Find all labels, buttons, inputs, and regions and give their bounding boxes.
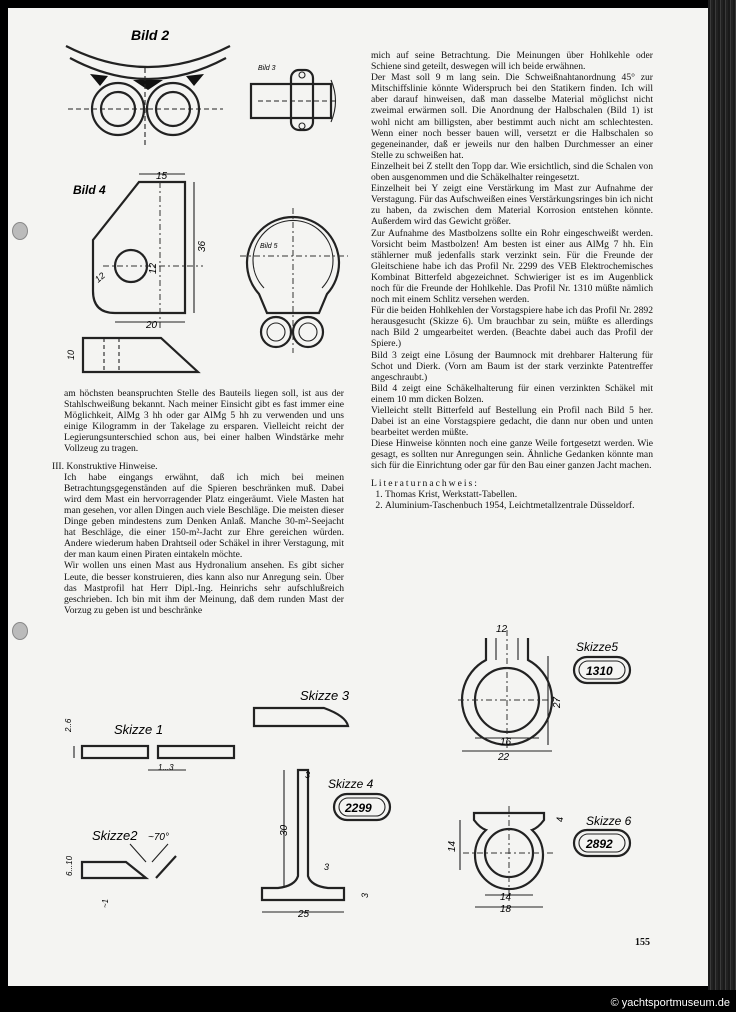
dim-b4-height: 36 [197, 240, 208, 252]
bild-5-drawing [240, 208, 348, 353]
dim-s6-height: 14 [447, 840, 458, 852]
profile-2299: 2299 [345, 801, 372, 815]
left-text-column [52, 388, 344, 616]
dim-s4-height: 30 [279, 824, 290, 836]
skizze-6-drawing [447, 806, 632, 915]
dim-s2-root: ~1 [101, 898, 110, 908]
dim-s2-thick: 6...10 [65, 855, 74, 876]
right-text-column [371, 50, 653, 511]
right-paragraph: mich auf seine Betrachtung. Die Meinungen über Hohlkehle oder Schiene sind geteilt, deswegen will ich beide erwähnen. [371, 50, 653, 73]
dim-s5-slot: 12 [496, 624, 508, 635]
bild-3-drawing [251, 65, 338, 130]
figure-group-top-left [8, 8, 353, 383]
dim-s5-inner: 16 [500, 737, 512, 748]
profile-2892: 2892 [586, 837, 613, 851]
dim-b4-r: 12 [92, 270, 107, 285]
figure-group-bottom [8, 608, 708, 928]
profile-1310: 1310 [586, 664, 613, 678]
dim-s6-outer: 18 [500, 904, 512, 915]
dim-b4-top: 15 [156, 171, 168, 182]
skizze-1-label: Skizze 1 [114, 722, 164, 737]
left-paragraph-2: Ich habe eingangs erwähnt, daß ich mich bei meinen Betrachtungsgegenständen auf die Spieren beschränken muß. Dabei wird dem Mast ein hervorragender Platz eingeräumt. Viele Masten hat man gesehen, vor allen Dingen auch viele Beschläge. Die meisten dieser Dinge geben mindestens zum Denken Anlaß. Manche 30-m²-Seejacht hat Beschläge, die einer 150-m²-Jacht zur Ehre gereichen würden. Andere wiederum haben Drahtseil oder Schäkel in ihrer Verstagung, mit der man kaum einen Piraten eintakeln möchte. [64, 471, 344, 561]
left-paragraph-3: Wir wollen uns einen Mast aus Hydronalium ansehen. Es gibt sicher Leute, die besser konstruieren, dies kann also nur Anregung sein. Über das Mastprofil hat Herr Dipl.-Ing. Heinrichs sehr aufschlußreich geschrieben. Ich bin mit ihm der Meinung, daß dem runden Mast der Vorzug zu geben ist und beschränke [64, 560, 344, 616]
skizze-4-drawing [262, 770, 390, 920]
dim-s5-height: 27 [552, 696, 563, 708]
literature-heading: Literaturnachweis: [371, 477, 479, 489]
dim-s1-gap: 1...3 [158, 763, 174, 772]
skizze-3-label: Skizze 3 [300, 688, 350, 703]
literature-item: 1. Thomas Krist, Werkstatt-Tabellen. [385, 489, 653, 500]
dim-s6-inner: 14 [500, 892, 512, 903]
bild-5-label: Bild 5 [260, 243, 278, 250]
literature-item: 2. Aluminium-Taschenbuch 1954, Leichtmetallzentrale Düsseldorf. [385, 500, 653, 511]
skizze-5-drawing [458, 624, 630, 763]
skizze-2-label: Skizze2 [92, 828, 138, 843]
right-paragraph: Einzelheit bei Z stellt den Topp dar. Wie ersichtlich, sind die Schalen von oben ausgenommen und die Schäkelhalter reingesetzt. [371, 160, 653, 184]
right-paragraph: Für die beiden Hohlkehlen der Vorstagspiere habe ich das Profil Nr. 2892 herausgesucht (Skizze 6). Um brauchbar zu sein, müßte es allerdings nach Bild 2 umgearbeitet werden. (Beachte dabei auch das Profil der Spiere.) [371, 305, 653, 350]
magazine-page [8, 8, 708, 986]
section-heading: III. Konstruktive Hinweise. [52, 460, 158, 472]
right-paragraph: Einzelheit bei Y zeigt eine Verstärkung im Mast zur Aufnahme der Verstagung. Für das Aufschweißen eines Verstärkungsringes bin ich nicht zu haben, da zwischen dem Material Korrosion entstehen könnte. Außerdem wird das Gewicht größer. [371, 183, 653, 228]
skizze-6-label: Skizze 6 [586, 814, 632, 828]
skizze-2-drawing [65, 828, 176, 908]
bild-2-label: Bild 2 [131, 27, 170, 43]
right-paragraph: Zur Aufnahme des Mastbolzens sollte ein Rohr eingeschweißt werden. Vorsicht beim Mastbolzen! Am besten ist einer aus AlMg 7 hh. Ein stählerner muß jedenfalls stark verzinkt sein. Für die Freunde der Gleitschiene habe ich das Profil Nr. 2299 des VEB Elektrochemisches Kombinat Bitterfeld abgezeichnet. Schwieriger ist es im Augenblick noch für die Freunde der Hohlkehle. Das Profil Nr. 1310 müßte nämlich noch mit einem Schlitz versehen werden. [371, 227, 653, 306]
dim-s5-outer: 22 [498, 752, 510, 763]
dim-s4-fillet: 3 [324, 862, 330, 872]
left-paragraph-1: am höchsten beanspruchten Stelle des Bauteils liegen soll, ist aus der Stahlschweißung bekannt. Nach meiner Einsicht gibt es fast immer eine Möglichkeit, AlMg 3 hh oder gar AlMg 5 hh zu verwenden und uns einige Kilogramm in der Takelage zu ersparen. Vielleicht reicht der Legierungsunterschied schon aus, bei einer halben Windstärke mehr Vollzeug zu tragen. [64, 388, 344, 455]
skizze-4-label: Skizze 4 [328, 777, 374, 791]
bild-2-drawing [66, 27, 230, 148]
page-number: 155 [635, 937, 650, 948]
dim-s4-base: 3 [360, 892, 370, 898]
right-paragraph: Bild 4 zeigt eine Schäkelhalterung für einen verzinkten Schäkel mit einem 10 mm dicken Bolzen. [371, 382, 653, 405]
skizze-1-drawing [64, 718, 234, 772]
bild-4-label: Bild 4 [73, 183, 106, 197]
dim-s6-top: 4 [555, 816, 565, 822]
bild-3-label: Bild 3 [258, 65, 276, 72]
dim-s1-thick: 2..6 [64, 718, 73, 732]
skizze-3-drawing [254, 688, 350, 726]
dim-b4-width: 20 [146, 320, 158, 331]
book-spine [708, 0, 736, 990]
right-paragraph: Vielleicht stellt Bitterfeld auf Bestellung ein Profil nach Bild 5 her. Dabei ist an eine Vorstagspiere gedacht, die dann nur oben und unten bearbeitet werden müßte. [371, 405, 653, 439]
bild-4-drawing [66, 171, 208, 372]
skizze-5-label: Skizze5 [576, 640, 619, 654]
literature-list [371, 489, 653, 511]
right-paragraph: Bild 3 zeigt eine Lösung der Baumnock mit drehbarer Halterung für Schot und Dierk. (Vorn am Baum ist der stark verzinkte Patentreffer angeschraubt.) [371, 349, 653, 383]
right-paragraph: Der Mast soll 9 m lang sein. Die Schweißnahtanordnung 45° zur Mitschiffslinie könnte Widerspruch bei den Statikern finden. Ich will aber darauf hinweisen, daß man dasselbe Material möglichst nicht zweimal erwärmen soll. Die Anordnung der Halbschalen (Bild 1) ist wohl nicht am billigsten, aber bestimmt auch nicht am schlechtesten. Wenn einer noch besser bauen will, versetzt er die Halbschalen so gegeneinander, daß er jeweils nur den halben Durchmesser an einer Stelle zu schweißen hat. [371, 72, 653, 161]
dim-s2-angle: ~70° [148, 832, 169, 843]
dim-b4-hole: 12 [148, 262, 159, 274]
watermark-credit: © yachtsportmuseum.de [610, 997, 730, 1009]
right-paragraph: Diese Hinweise könnten noch eine ganze Weile fortgesetzt werden. Wie gesagt, es sollten nur Anregungen sein. Ähnliche Gedanken könnte man sich für die Einrichtung oder gar für den Bau einer ganzen Jacht machen. [371, 438, 653, 472]
dim-s4-width: 25 [298, 909, 310, 920]
dim-s4-top: 3 [305, 770, 311, 780]
dim-b4-side: 10 [66, 349, 76, 360]
